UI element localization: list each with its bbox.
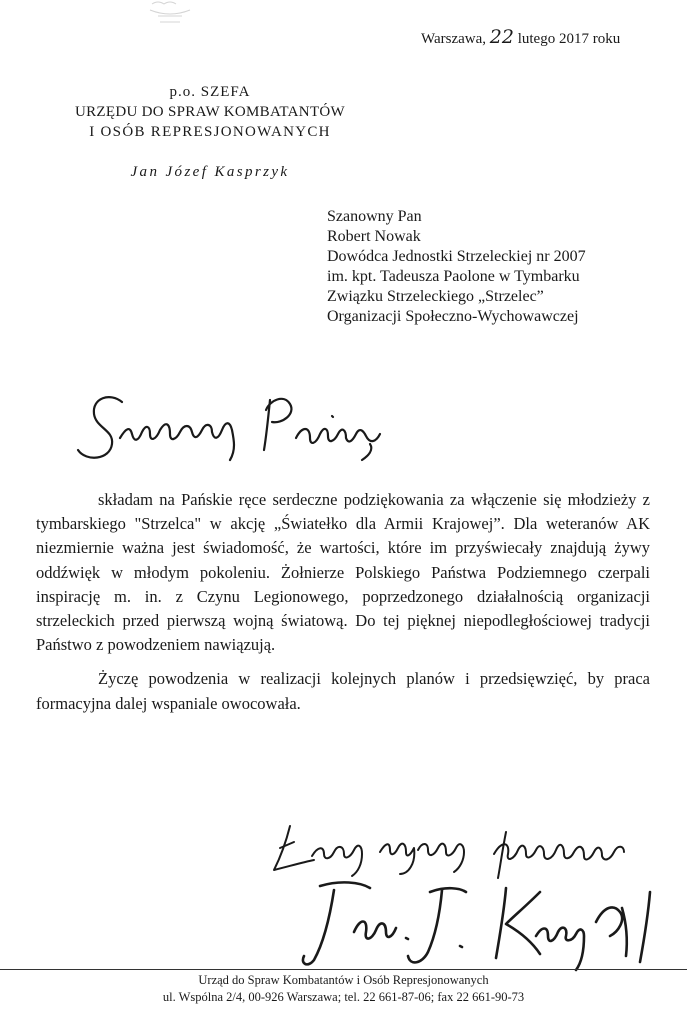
footer-divider	[0, 969, 687, 970]
recipient-line: Dowódca Jednostki Strzeleckiej nr 2007	[327, 248, 586, 265]
handwritten-signature	[300, 872, 680, 972]
recipient-line: im. kpt. Tadeusza Paolone w Tymbarku	[327, 268, 580, 285]
recipient-line: Szanowny Pan	[327, 208, 422, 225]
sender-role: p.o. SZEFA	[169, 84, 251, 100]
letter-body	[36, 488, 650, 716]
body-paragraph: składam na Pańskie ręce serdeczne podziękowania za włączenie się młodzieży z tymbarskiego "Strzelca" w akcję „Światełko dla Armii Krajowej”. Dla weteranów AK niezmiernie ważna jest świadomość, że wartości, które im przyświecały znajdują żywy oddźwięk w młodym pokoleniu. Żołnierze Polskiego Państwa Podziemnego czerpali inspirację m. in. z Czynu Legionowego, poprzedzonego działalnością organizacji strzeleckich przed pierwszą wojną światową. Do tej pięknej niepodległościowej tradycji Państwo z powodzeniem nawiązują.	[36, 490, 650, 655]
recipient-line: Organizacji Społeczno-Wychowawczej	[327, 308, 579, 325]
recipient-block	[327, 207, 586, 327]
date-city: Warszawa,	[421, 31, 487, 47]
date-day: 22	[489, 26, 514, 48]
date-rest: lutego 2017 roku	[517, 31, 621, 47]
footer-line1: Urząd do Spraw Kombatantów i Osób Represjonowanych	[198, 973, 489, 987]
footer-line2: ul. Wspólna 2/4, 00-926 Warszawa; tel. 22 661-87-06; fax 22 661-90-73	[162, 990, 525, 1004]
recipient-line: Związku Strzeleckiego „Strzelec”	[327, 288, 544, 305]
sender-office-line1: URZĘDU DO SPRAW KOMBATANTÓW	[74, 104, 345, 120]
footer	[0, 972, 687, 1006]
handwritten-greeting	[70, 380, 430, 470]
body-paragraph: Życzę powodzenia w realizacji kolejnych planów i przedsięwzięć, by praca formacyjna dalej wspaniale owocowała.	[36, 669, 650, 713]
emblem-watermark-icon	[140, 0, 200, 28]
date-line	[421, 26, 620, 48]
sender-name: Jan Józef Kasprzyk	[130, 164, 290, 180]
sender-office-line2: I OSÓB REPRESJONOWANYCH	[89, 124, 331, 140]
recipient-line: Robert Nowak	[327, 228, 421, 245]
